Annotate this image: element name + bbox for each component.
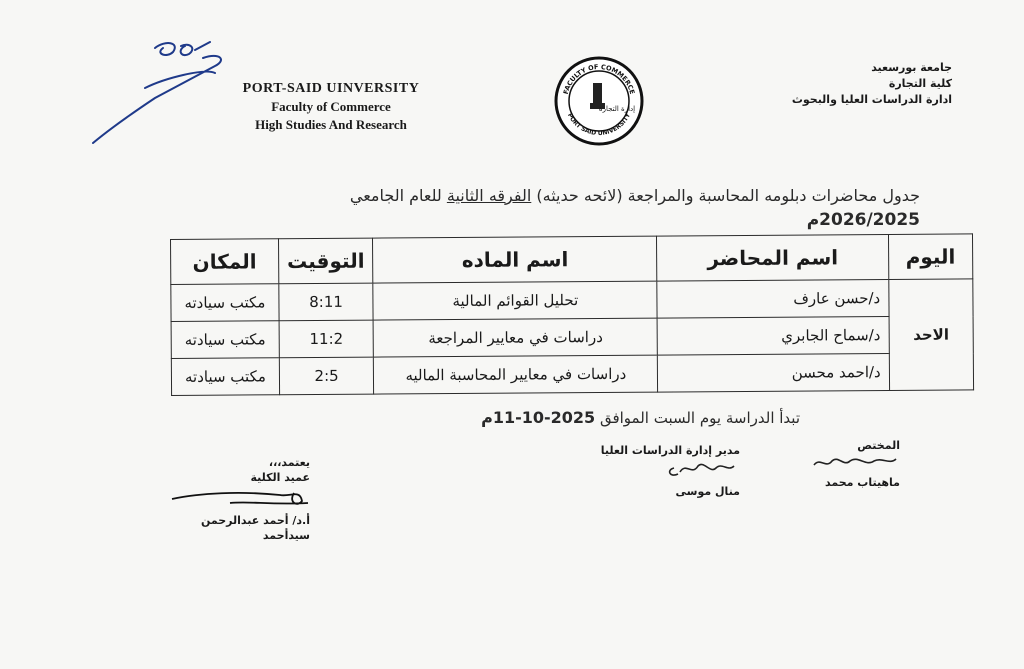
- faculty-name-ar: كلية التجارة: [888, 77, 952, 90]
- specialist-role: المختص: [857, 439, 900, 452]
- start-date-notice: [400, 408, 800, 427]
- director-role: مدير إدارة الدراسات العليا: [600, 444, 740, 457]
- header-time: التوقيت: [278, 238, 373, 284]
- header-arabic: [732, 60, 952, 108]
- table-row: [171, 353, 973, 396]
- dean-name: أ.د/ أحمد عبدالرحمن سيدأحمد: [200, 514, 310, 542]
- faculty-seal-logo: [553, 55, 645, 147]
- title-academic-year-label: للعام الجامعي: [349, 186, 442, 205]
- dean-role: عميد الكلية: [250, 471, 310, 484]
- director-handwritten-signature: [630, 458, 740, 480]
- department-name-ar: ادارة الدراسات العليا والبحوث: [791, 93, 952, 106]
- time-cell: 11:2: [279, 320, 374, 358]
- dean-handwritten-signature: [170, 485, 310, 509]
- dean-approve: يعتمد،،،: [268, 456, 310, 469]
- table-row: [171, 316, 973, 359]
- start-notice-date: 2025-10-11م: [481, 408, 596, 427]
- lecture-schedule-table: [170, 233, 974, 396]
- title-level: الفرقه الثانية: [446, 186, 532, 205]
- time-cell: 2:5: [279, 357, 374, 395]
- department-name-en: High Studies And Research: [255, 117, 407, 132]
- signature-specialist: [790, 438, 900, 490]
- day-cell: الاحد: [889, 279, 974, 391]
- header-day: اليوم: [888, 234, 973, 280]
- lecturer-cell: د/احمد محسن: [658, 353, 890, 392]
- signature-dean: [170, 455, 310, 543]
- specialist-name: ماهيتاب محمد: [824, 476, 900, 489]
- table-row: [171, 279, 973, 322]
- seal-inner-text: إدارة التجارة: [598, 105, 636, 113]
- place-cell: مكتب سيادته: [171, 321, 279, 359]
- lecturer-cell: د/سماح الجابري: [657, 316, 889, 355]
- handwritten-signature-top: [85, 38, 230, 150]
- course-cell: دراسات في معايير المراجعة: [373, 318, 657, 357]
- time-cell: 8:11: [279, 283, 374, 321]
- course-cell: دراسات في معايير المحاسبة الماليه: [374, 355, 658, 394]
- university-name-en: PORT-SAID UINVERSITY: [242, 81, 420, 96]
- place-cell: مكتب سيادته: [171, 284, 279, 322]
- schedule-title: [200, 184, 920, 232]
- title-main: جدول محاضرات دبلومه المحاسبة والمراجعة (لائحه حديثه): [536, 186, 920, 205]
- title-year: 2026/2025م: [806, 210, 920, 230]
- specialist-handwritten-signature: [810, 453, 900, 471]
- place-cell: مكتب سيادته: [171, 358, 279, 396]
- header-course: اسم الماده: [373, 236, 657, 283]
- header-lecturer: اسم المحاضر: [657, 234, 889, 281]
- table-header-row: [171, 234, 973, 285]
- course-cell: تحليل القوائم المالية: [373, 281, 657, 320]
- header-place: المكان: [171, 239, 279, 285]
- start-notice-text: تبدأ الدراسة يوم السبت الموافق: [599, 409, 800, 427]
- university-name-ar: جامعة بورسعيد: [871, 61, 952, 74]
- seal-bottom-text: PORT SAID UNIVERSITY: [565, 112, 633, 138]
- seal-top-text: FACULTY OF COMMERCE: [561, 62, 637, 96]
- director-name: منال موسى: [675, 485, 740, 498]
- signature-director: [580, 443, 740, 499]
- faculty-name-en: Faculty of Commerce: [271, 99, 391, 114]
- lecturer-cell: د/حسن عارف: [657, 279, 889, 318]
- header-english: [236, 80, 426, 134]
